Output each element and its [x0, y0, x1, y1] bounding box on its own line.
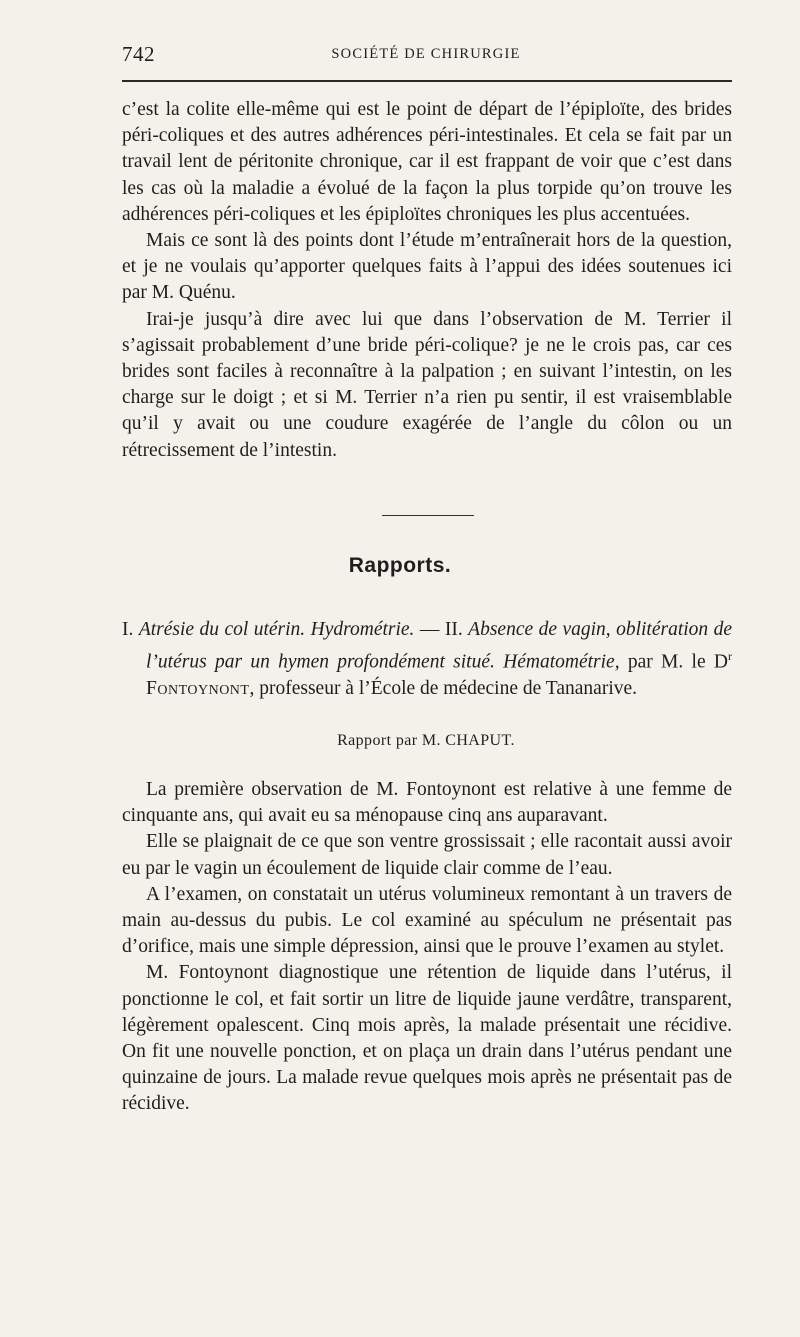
paragraph: La première observation de M. Fontoynont est relative à une femme de cinquante ans, qui avait eu sa ménopause cinq ans auparavant. — [122, 779, 732, 827]
paragraph: A l’examen, on constatait un utérus volumineux remontant à un travers de main au-dessus du pubis. Le col examiné au spéculum ne présentait pas d’orifice, mais une simple dépression, ainsi que le prouve l’examen au stylet. — [122, 883, 732, 958]
rapporteur-line: Rapport par M. CHAPUT. — [337, 732, 515, 749]
report-by: par M. le D — [627, 651, 728, 673]
paragraph: M. Fontoynont diagnostique une rétention de liquide dans l’utérus, il ponctionne le col, et fait sortir un litre de liquide jaune verdâtre, transparent, légèrement opalescent. Cinq mois après, la malade présentait une récidive. On fit une nouvelle ponction, et on plaça un drain dans l’utérus pendant une quinzaine de jours. La malade revue quelques mois après ne présentait pas de récidive. — [122, 962, 732, 1115]
report-author: Fontoynont — [146, 677, 250, 699]
report-body-text — [122, 777, 732, 1118]
paragraph: c’est la colite elle-même qui est le point de départ de l’épiploïte, des brides péri-coliques et des autres adhérences péri-intestinales. Et cela se fait par un travail lent de péritonite chronique, car il est frappant de voir que c’est dans les cas où la maladie a évolué de la façon la plus torpide qu’on trouve les adhérences péri-coliques et les épiploïtes chroniques les plus accentuées. — [122, 99, 732, 225]
report-title-1: Atrésie du col utérin. Hydrométrie. — [138, 619, 415, 640]
paragraph: Elle se plaignait de ce que son ventre grossissait ; elle racontait aussi avoir eu par le vagin un écoulement de liquide clair comme de l’eau. — [122, 831, 732, 879]
report-number-2: II. — [444, 619, 463, 640]
page-header — [122, 42, 730, 72]
paragraph: Mais ce sont là des points dont l’étude m’entraînerait hors de la question, et je ne voulais qu’apporter quelques faits à l’appui des idées soutenues ici par M. Quénu. — [122, 230, 732, 304]
report-by-sup: r — [728, 649, 732, 664]
separator-rule — [382, 515, 474, 516]
report-title-2: Absence de vagin, oblitération de l’utérus par un hymen profondément situé. Hématométrie, — [146, 619, 733, 673]
report-dash: — — [419, 619, 440, 640]
report-heading — [122, 617, 732, 702]
header-rule — [122, 80, 732, 82]
paragraph: Irai-je jusqu’à dire avec lui que dans l’observation de M. Terrier il s’agissait probablement d’une bride péri-colique? je ne le crois pas, car ces brides sont faciles à reconnaître à la palpation ; en suivant l’intestin, on les charge sur le doigt ; et si M. Terrier n’a rien pu sentir, il est vraisemblable qu’il y avait ou une coudure exagérée de l’angle du côlon ou un rétrecissement de l’intestin. — [122, 308, 732, 461]
body-text — [122, 97, 732, 464]
section-title: Rapports. — [348, 554, 452, 577]
running-title: SOCIÉTÉ DE CHIRURGIE — [331, 46, 521, 62]
report-affiliation: , professeur à l’École de médecine de Tananarive. — [249, 677, 638, 699]
report-heading-text — [122, 617, 732, 702]
page-number: 742 — [122, 42, 155, 66]
report-number-1: I. — [122, 619, 134, 640]
